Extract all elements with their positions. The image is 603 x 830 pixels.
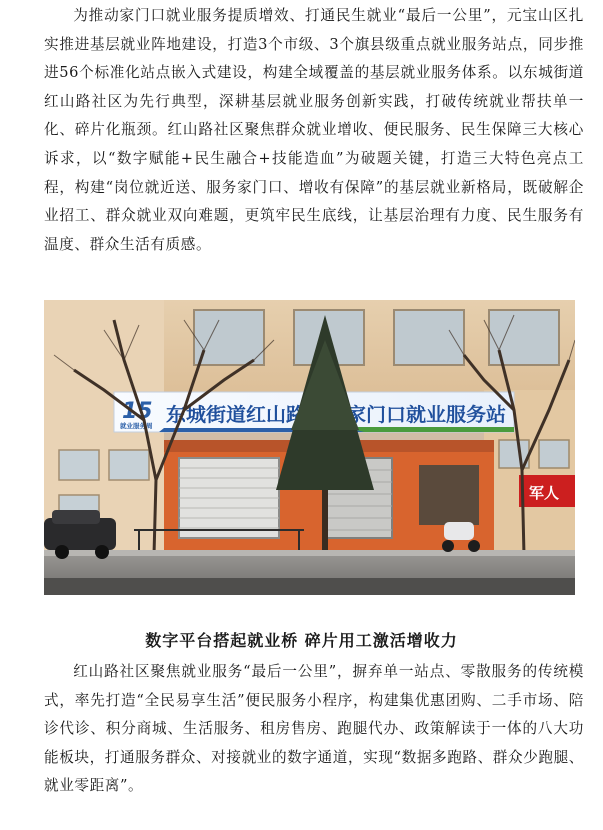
- intro-paragraph: 为推动家门口就业服务提质增效、打通民生就业“最后一公里”，元宝山区扎实推进基层就业阵地建设，打造3个市级、3个旗县级重点就业服务站点，同步推进56个标准化站点嵌入式建设，构建全域覆盖的基层就业服务体系。以东城街道红山路社区为先行典型，深耕基层就业服务创新实践，打破传统就业帮扶单一化、碎片化瓶颈。红山路社区聚焦群众就业增收、便民服务、民生保障三大核心诉求，以“数字赋能+民生融合+技能造血”为破题关键，打造三大特色亮点工程，构建“岗位就近送、服务家门口、增收有保障”的基层就业新格局，既破解企业招工、群众就业双向难题，更筑牢民生底线，让基层治理有力度、民生服务有温度、群众生活有质感。: [44, 7, 584, 253]
- logo-number: 15: [122, 399, 153, 424]
- side-banner-text: 军人: [529, 484, 560, 502]
- service-station-photo: [44, 300, 575, 595]
- section-heading: 数字平台搭起就业桥 碎片用工激活增收力: [145, 631, 458, 650]
- section-paragraph: 红山路社区聚焦就业服务“最后一公里”，摒弃单一站点、零散服务的传统模式，率先打造“全民易享生活”便民服务小程序，构建集优惠团购、二手市场、陪诊代诊、积分商城、生活服务、租房售房、跑腿代办、政策解读于一体的八大功能板块，打通服务群众、对接就业的数字通道，实现“数据多跑路、群众少跑腿、就业零距离”。: [44, 663, 584, 795]
- logo-caption: 就业服务周: [120, 422, 153, 430]
